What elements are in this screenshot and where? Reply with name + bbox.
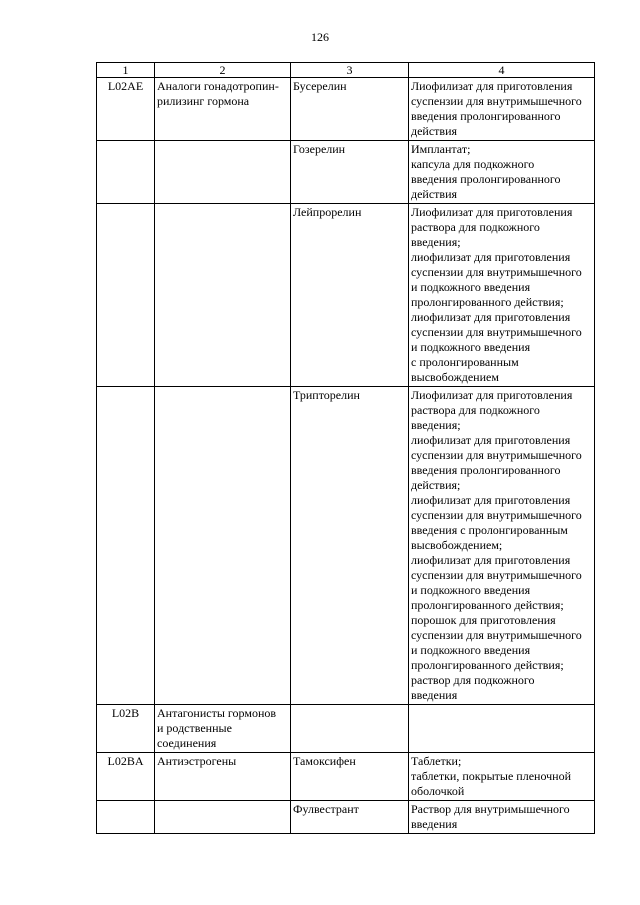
atc-code-cell: L02B xyxy=(97,705,155,753)
drug-table xyxy=(96,62,595,834)
atc-code-cell xyxy=(97,204,155,387)
atc-code-cell: L02AE xyxy=(97,78,155,141)
dosage-form-cell: Лиофилизат для приготовления раствора для подкожного введения; лиофилизат для приготовления суспензии для внутримышечного введения пролонгированного действия; лиофилизат для приготовления суспензии для внутримышечного введения с пролонгированным высвобождением; лиофилизат для приготовления суспензии для внутримышечного и подкожного введения пролонгированного действия; порошок для приготовления суспензии для внутримышечного и подкожного введения пролонгированного действия; раствор для подкожного введения xyxy=(409,387,595,705)
table-row xyxy=(97,78,595,141)
dosage-form-cell: Имплантат; капсула для подкожного введения пролонгированного действия xyxy=(409,141,595,204)
atc-code-cell xyxy=(97,141,155,204)
drug-name-cell: Гозерелин xyxy=(291,141,409,204)
group-name-cell: Антиэстрогены xyxy=(155,753,291,801)
dosage-form-cell xyxy=(409,705,595,753)
atc-code-cell xyxy=(97,387,155,705)
dosage-form-cell: Лиофилизат для приготовления раствора для подкожного введения; лиофилизат для приготовления суспензии для внутримышечного и подкожного введения пролонгированного действия; лиофилизат для приготовления суспензии для внутримышечного и подкожного введения с пролонгированным высвобождением xyxy=(409,204,595,387)
dosage-form-cell: Раствор для внутримышечного введения xyxy=(409,801,595,834)
dosage-form-cell: Лиофилизат для приготовления суспензии для внутримышечного введения пролонгированного действия xyxy=(409,78,595,141)
drug-name-cell: Трипторелин xyxy=(291,387,409,705)
header-cell-3: 3 xyxy=(291,63,409,78)
group-name-cell xyxy=(155,141,291,204)
header-cell-1: 1 xyxy=(97,63,155,78)
drug-name-cell: Тамоксифен xyxy=(291,753,409,801)
table-row xyxy=(97,141,595,204)
table-row xyxy=(97,705,595,753)
dosage-form-cell: Таблетки; таблетки, покрытые пленочной оболочкой xyxy=(409,753,595,801)
drug-name-cell xyxy=(291,705,409,753)
drug-name-cell: Бусерелин xyxy=(291,78,409,141)
table-row xyxy=(97,801,595,834)
group-name-cell: Антагонисты гормонов и родственные соединения xyxy=(155,705,291,753)
group-name-cell: Аналоги гонадотропин- рилизинг гормона xyxy=(155,78,291,141)
table-row xyxy=(97,204,595,387)
drug-name-cell: Фулвестрант xyxy=(291,801,409,834)
page-number: 126 xyxy=(311,30,329,44)
table-row xyxy=(97,387,595,705)
table-header-row xyxy=(97,63,595,78)
header-cell-2: 2 xyxy=(155,63,291,78)
atc-code-cell xyxy=(97,801,155,834)
atc-code-cell: L02BA xyxy=(97,753,155,801)
table-row xyxy=(97,753,595,801)
header-cell-4: 4 xyxy=(409,63,595,78)
group-name-cell xyxy=(155,204,291,387)
group-name-cell xyxy=(155,387,291,705)
group-name-cell xyxy=(155,801,291,834)
drug-name-cell: Лейпрорелин xyxy=(291,204,409,387)
